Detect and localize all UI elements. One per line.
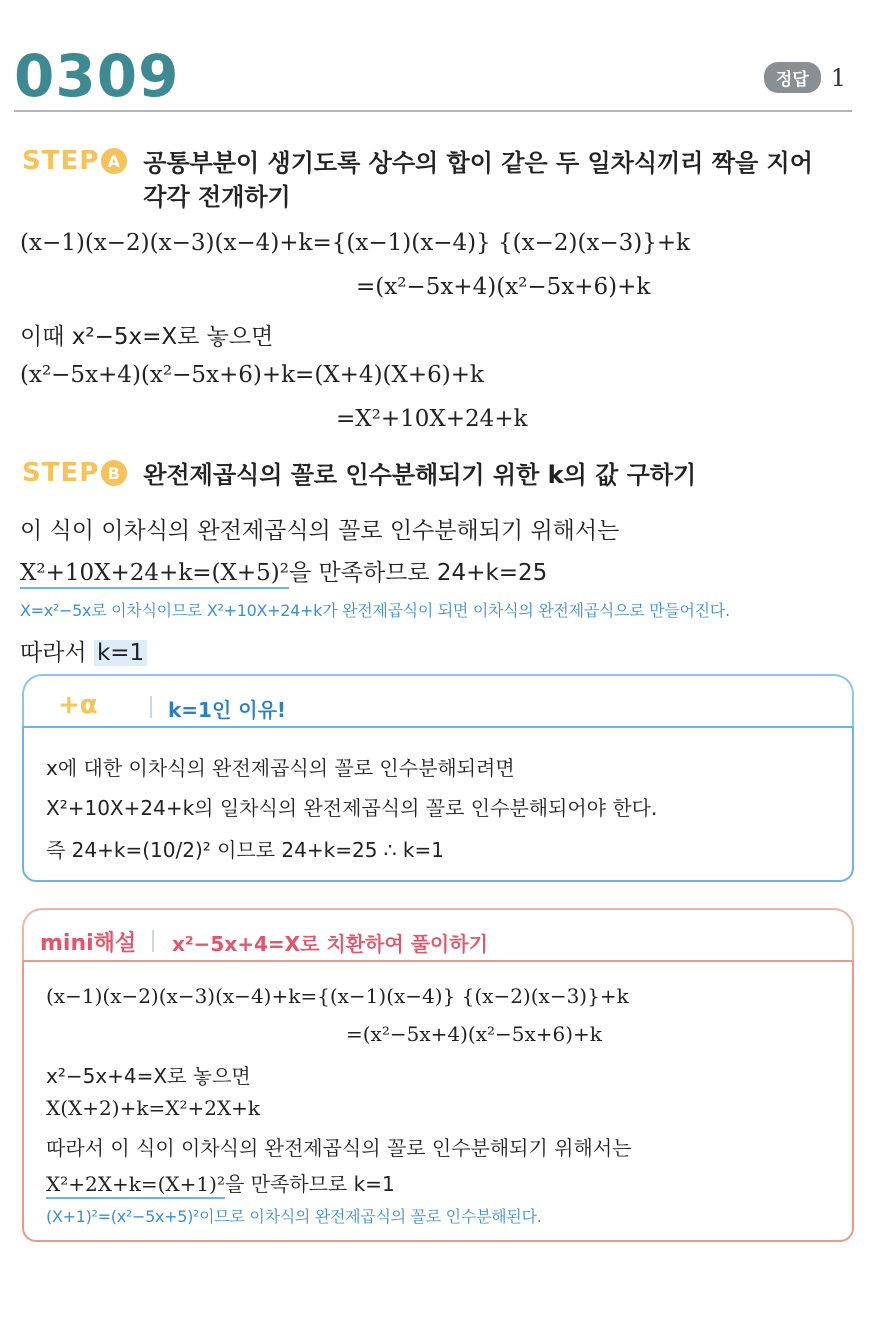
header-divider xyxy=(14,110,852,112)
plus-alpha-header-frame xyxy=(22,674,854,726)
plus-alpha-title: k=1인 이유! xyxy=(168,698,287,722)
mini-line-5: 따라서 이 식이 이차식의 완전제곱식의 꼴로 인수분해되기 위해서는 xyxy=(46,1136,632,1160)
step-b-note: X=x²−5x로 이차식이므로 X²+10X+24+k가 완전제곱식이 되면 이차식의 완전제곱식으로 만들어진다. xyxy=(20,601,730,620)
mini-line-2: =(x²−5x+4)(x²−5x+6)+k xyxy=(346,1022,602,1046)
answer-value: 1 xyxy=(830,63,846,92)
step-b-line-1: 이 식이 이차식의 완전제곱식의 꼴로 인수분해되기 위해서는 xyxy=(20,518,620,544)
mini-note: (X+1)²=(x²−5x+5)²이므로 이차식의 완전제곱식의 꼴로 인수분해된다. xyxy=(46,1207,542,1226)
problem-number: 0309 xyxy=(14,42,180,110)
mini-underlined-equation: X²+2X+k=(X+1)² xyxy=(46,1172,225,1199)
plus-alpha-separator xyxy=(150,696,152,718)
step-b-tag: STEP B xyxy=(22,458,127,488)
mini-tag: mini해설 xyxy=(40,931,137,956)
step-b-line-2: X²+10X+24+k=(X+5)²을 만족하므로 24+k=25 xyxy=(20,554,547,587)
mini-line-4: X(X+2)+k=X²+2X+k xyxy=(46,1096,261,1120)
plus-alpha-line-3: 즉 24+k=(10/2)² 이므로 24+k=25 ∴ k=1 xyxy=(46,838,444,862)
step-a-heading xyxy=(22,146,813,214)
step-a-badge: A xyxy=(101,148,127,174)
step-a-line-5: =X²+10X+24+k xyxy=(336,406,528,432)
step-a-line-2: =(x²−5x+4)(x²−5x+6)+k xyxy=(356,274,651,300)
answer xyxy=(764,62,846,93)
step-a-line-3: 이때 x²−5x=X로 놓으면 xyxy=(20,324,274,350)
step-a-line-4: (x²−5x+4)(x²−5x+6)+k=(X+4)(X+6)+k xyxy=(20,362,484,388)
step-a-tag: STEP A xyxy=(22,146,127,176)
mini-line-3: x²−5x+4=X로 놓으면 xyxy=(46,1064,251,1088)
step-b-answer-highlight: k=1 xyxy=(94,640,147,666)
step-a-title: 공통부분이 생기도록 상수의 합이 같은 두 일차식끼리 짝을 지어 각각 전개하기 xyxy=(143,149,813,211)
answer-label: 정답 xyxy=(764,62,821,93)
step-b-heading xyxy=(22,458,696,492)
mini-title: x²−5x+4=X로 치환하여 풀이하기 xyxy=(172,932,488,956)
mini-line-1: (x−1)(x−2)(x−3)(x−4)+k={(x−1)(x−4)} {(x−2)(x−3)}+k xyxy=(46,984,629,1008)
step-a-line-1: (x−1)(x−2)(x−3)(x−4)+k={(x−1)(x−4)} {(x−2)(x−3)}+k xyxy=(20,230,691,256)
step-b-title: 완전제곱식의 꼴로 인수분해되기 위한 k의 값 구하기 xyxy=(143,461,697,489)
step-b-underlined-equation: X²+10X+24+k=(X+5)² xyxy=(20,560,289,589)
mini-separator xyxy=(152,930,154,952)
step-b-conclusion: 따라서 k=1 xyxy=(20,634,147,667)
plus-alpha-line-1: x에 대한 이차식의 완전제곱식의 꼴로 인수분해되려면 xyxy=(46,756,515,780)
plus-alpha-tag: +α xyxy=(58,690,98,720)
mini-line-6: X²+2X+k=(X+1)²을 만족하므로 k=1 xyxy=(46,1168,395,1197)
step-b-badge: B xyxy=(101,460,127,486)
plus-alpha-line-2: X²+10X+24+k의 일차식의 완전제곱식의 꼴로 인수분해되어야 한다. xyxy=(46,796,658,820)
